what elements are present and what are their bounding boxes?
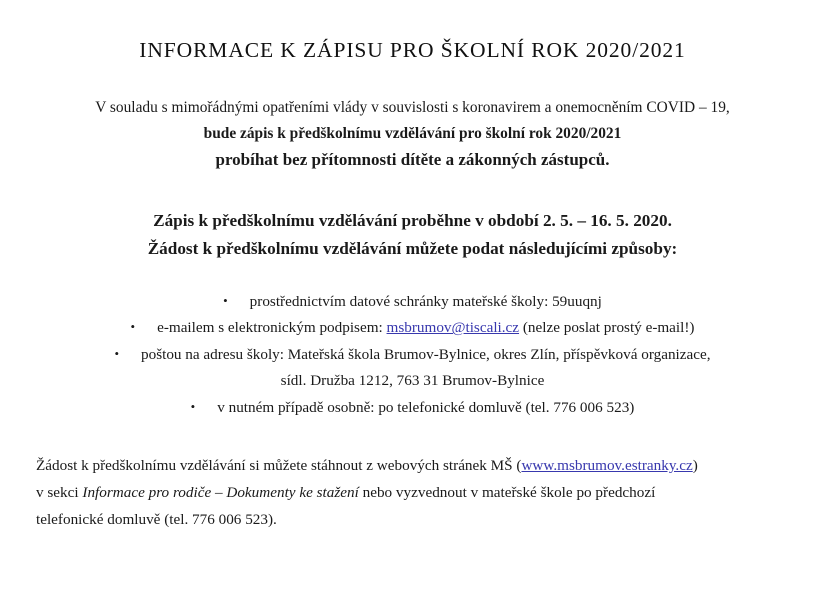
closing-line-3: telefonické domluvě (tel. 776 006 523). — [36, 510, 277, 528]
bullet-dot-icon: • — [223, 292, 228, 308]
closing-line-2 — [36, 479, 797, 506]
section-reference-name: Informace pro rodiče – Dokumenty ke stažení — [82, 483, 359, 501]
list-item — [28, 395, 797, 422]
section-reference-prefix: v sekci — [36, 483, 83, 501]
page-title: INFORMACE K ZÁPISU PRO ŠKOLNÍ ROK 2020/2021 — [139, 38, 686, 62]
submission-methods-heading: Žádost k předškolnímu vzdělávání můžete podat následujícími způsoby: — [147, 238, 678, 258]
submission-methods-list — [28, 289, 797, 422]
list-item — [28, 315, 797, 342]
intro-paragraph — [28, 96, 797, 173]
list-item-label: poštou na adresu školy: Mateřská škola Brumov-Bylnice, okres Zlín, příspěvková organizace, — [141, 345, 711, 363]
section-reference-suffix: nebo vyzvednout v mateřské škole po předchozí — [358, 483, 656, 501]
closing-text-suffix: ) — [692, 456, 698, 474]
closing-text-prefix: Žádost k předškolnímu vzdělávání si můžete stáhnout z webových stránek MŠ ( — [36, 456, 522, 474]
list-item-label: v nutném případě osobně: po telefonické domluvě (tel. 776 006 523) — [217, 399, 635, 417]
list-item-label: e-mailem s elektronickým podpisem: — [157, 319, 387, 337]
bullet-dot-icon: • — [130, 319, 136, 335]
list-item-note: (nelze poslat prostý e-mail!) — [519, 319, 695, 337]
closing-line-1 — [36, 452, 797, 479]
list-item — [28, 289, 797, 316]
intro-line-3: probíhat bez přítomnosti dítěte a zákonných zástupců. — [215, 149, 610, 169]
intro-line-1: V souladu s mimořádnými opatřeními vlády v souvislosti s koronavirem a onemocněním COVID – 19, — [95, 98, 730, 116]
website-link[interactable]: www.msbrumov.estranky.cz — [521, 456, 693, 474]
list-item-label: prostřednictvím datové schránky mateřské školy: 59uuqnj — [249, 292, 602, 310]
intro-line-2: bude zápis k předškolnímu vzdělávání pro školní rok 2020/2021 — [203, 124, 622, 142]
bullet-dot-icon: • — [114, 345, 119, 361]
closing-paragraph — [28, 452, 797, 533]
enrollment-period-paragraph — [28, 207, 797, 263]
bullet-dot-icon: • — [190, 399, 196, 415]
list-item — [28, 342, 797, 369]
email-link[interactable]: msbrumov@tiscali.cz — [386, 319, 520, 337]
list-item-continuation: sídl. Družba 1212, 763 31 Brumov-Bylnice — [280, 372, 545, 390]
enrollment-period-line: Zápis k předškolnímu vzdělávání proběhne v období 2. 5. – 16. 5. 2020. — [153, 210, 672, 230]
